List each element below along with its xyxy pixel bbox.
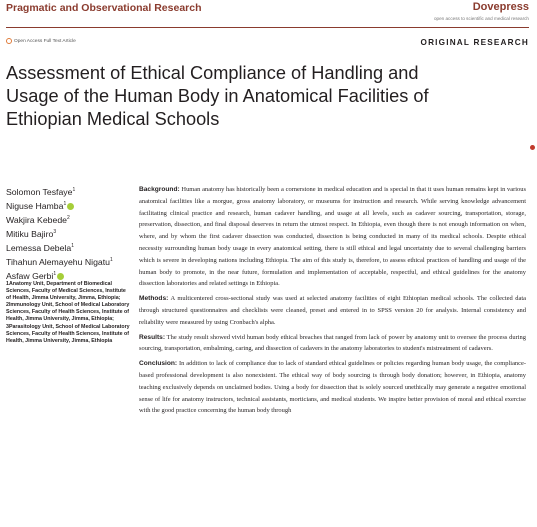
journal-name: Pragmatic and Observational Research xyxy=(6,2,202,14)
author-affiliation-number: 1 xyxy=(63,200,67,207)
open-access-text: Open Access Full Text Article xyxy=(14,38,76,44)
article-title: Assessment of Ethical Compliance of Handling and Usage of the Human Body in Anatomical Facilities of Ethiopian Medical Schools xyxy=(6,63,429,129)
abstract xyxy=(139,184,526,420)
author-affiliation-number: 1 xyxy=(53,270,57,277)
side-marker-icon xyxy=(530,145,535,150)
background-text: Human anatomy has historically been a cornerstone in medical education and is special in that it uses human remains kept in various anatomical facilities like a morgue, gross anatomy laboratory, or museums for instruction and research. While serving knowledge advancement facilitating clinical practice and research, human cadaver handling, and usage at all levels, such as cadaver sourcing, transportation, storage, preservation, dissection, and final disposal deserves in return the utmost respect. In Ethiopia, even though there is not enough information on when, where, and by whom the first cadaver dissection was conducted, dissection is being conducted in many of its medical schools. Despite ethical necessity surrounding human body usage in every anatomical setting, there is still ethical and legal uncertainty due to several challenging barriers which is severe in developing nations including Ethiopia. The aim of this study is, therefore, to assess ethical practices of handling and usage of the human body to promote, in the near future, formulation and implementation of acceptable, respectful, and ethical guidelines for the anatomy dissection laboratories and related settings in Ethiopia. xyxy=(139,186,526,288)
author-affiliation-number: 2 xyxy=(67,214,70,221)
open-access-icon xyxy=(6,38,12,44)
abstract-results xyxy=(139,332,526,356)
author-affiliation-number: 1 xyxy=(71,242,74,249)
publisher-tagline: open access to scientific and medical research xyxy=(434,16,529,21)
article-type: ORIGINAL RESEARCH xyxy=(420,38,529,47)
open-access-label xyxy=(6,38,76,44)
author-name-text: Solomon Tesfaye xyxy=(6,186,73,197)
orcid-icon[interactable] xyxy=(67,203,74,210)
author-name[interactable] xyxy=(6,184,136,198)
author-list xyxy=(6,184,136,282)
author-name[interactable] xyxy=(6,212,136,226)
author-name[interactable] xyxy=(6,254,136,268)
author-name-text: Niguse Hamba xyxy=(6,200,64,211)
abstract-conclusion xyxy=(139,358,526,417)
author-name[interactable] xyxy=(6,268,136,282)
conclusion-text: In addition to lack of compliance due to lack of standard ethical guidelines or policies regarding human body usage, the compliance-based professional development is also nonexistent. The ethical way of body sourcing is through body donation; however, in Ethiopia, anatomy teaching exclusively depends on unclaimed bodies. Using a body for dissection that is solely sourced unethically may generate a negative emotional sense of life for anatomy instructors, technical assistants, morticians, and medical students. We inspire better provision of moral and ethical exercise with the good practice concerning the human body through xyxy=(139,360,526,415)
author-affiliation-number: 1 xyxy=(72,187,76,193)
author-name-text: Mitiku Bajiro xyxy=(6,228,54,239)
abstract-background xyxy=(139,184,526,290)
author-name-text: Lemessa Debela xyxy=(6,242,72,253)
publisher-name: Dovepress xyxy=(472,1,529,13)
author-name[interactable] xyxy=(6,226,136,240)
author-name-text: Asfaw Gerbi xyxy=(6,270,54,281)
methods-label: Methods: xyxy=(139,295,169,303)
author-name[interactable] xyxy=(6,198,136,212)
author-name-text: Tihahun Alemayehu Nigatu xyxy=(6,256,110,267)
methods-text: A multicentered cross-sectional study was used at selected anatomy facilities of eight Ethiopian medical schools. The collected data through structured questionnaires and checklists were cleaned, preset and entered in to SPSS version 20 for analysis. Internal consistency and reliability were measured by using Cronbach's alpha. xyxy=(139,295,526,326)
abstract-methods xyxy=(139,293,526,328)
author-name[interactable] xyxy=(6,240,136,254)
author-affiliation-number: 1 xyxy=(110,256,113,263)
results-label: Results: xyxy=(139,333,166,341)
header-rule xyxy=(6,27,529,28)
orcid-icon[interactable] xyxy=(57,273,64,280)
author-affiliation-number: 3 xyxy=(53,228,57,235)
conclusion-label: Conclusion: xyxy=(139,360,178,368)
results-text: The study result showed vivid human body ethical breaches that ranged from lack of power by anatomy unit to oversee the process during sourcing, transportation, embalming, caring, and dissection of cadavers in the anatomy laboratories to student's mistreatment of cadavers. xyxy=(139,333,526,353)
background-label: Background: xyxy=(139,186,180,193)
author-name-text: Wakjira Kebede xyxy=(6,214,68,225)
affiliations: 1Anatomy Unit, Department of Biomedical Sciences, Faculty of Medical Sciences, Institute of Health, Jimma University, Jimma, Ethiopia; 2Immunology Unit, School of Medical Laboratory Sciences, Faculty of Health Sciences, Institute of Health, Jimma University, Jimma, Ethiopia; 3Parasitology Unit, School of Medical Laboratory Sciences, Faculty of Health Sciences, Institute of Health, Jimma University, Jimma, Ethiopia xyxy=(6,281,130,344)
